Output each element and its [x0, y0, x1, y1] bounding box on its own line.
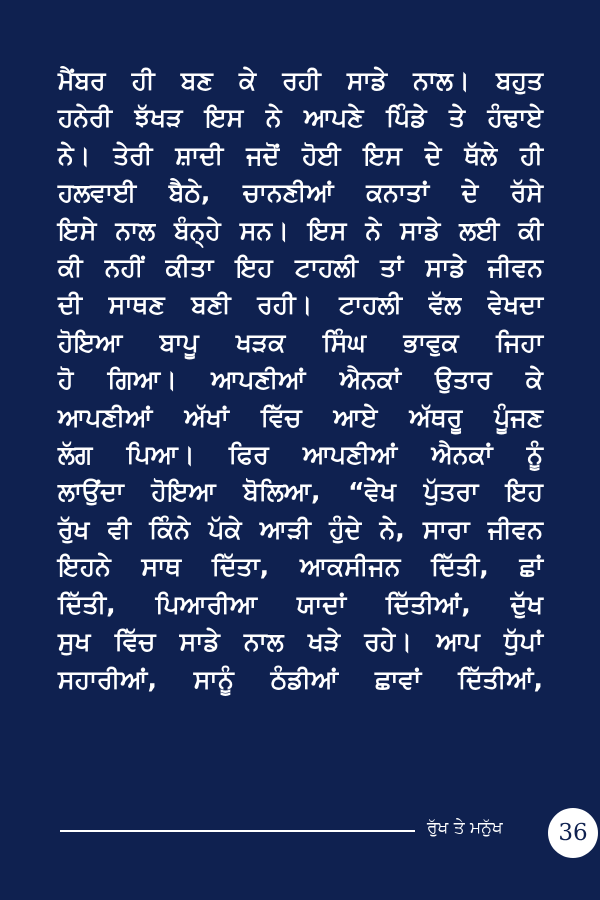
- text-line: ਹਨੇਰੀ ਝੱਖੜ ਇਸ ਨੇ ਆਪਣੇ ਪਿੰਡੇ ਤੇ ਹੰਢਾਏ: [58, 103, 543, 133]
- text-line: ਸੁਖ ਵਿੱਚ ਸਾਡੇ ਨਾਲ ਖੜੇ ਰਹੇ। ਆਪ ਧੁੱਪਾਂ: [58, 627, 543, 657]
- body-text: [58, 62, 543, 698]
- text-line: ਰੁੱਖ ਵੀ ਕਿੰਨੇ ਪੱਕੇ ਆੜੀ ਹੁੰਦੇ ਨੇ, ਸਾਰਾ ਜੀਵਨ: [58, 514, 543, 544]
- footer-book-title: ਰੁੱਖ ਤੇ ਮਨੁੱਖ: [427, 818, 503, 838]
- text-line: ਹੋ ਗਿਆ। ਆਪਣੀਆਂ ਐਨਕਾਂ ਉਤਾਰ ਕੇ: [58, 365, 543, 395]
- text-line: ਕੀ ਨਹੀਂ ਕੀਤਾ ਇਹ ਟਾਹਲੀ ਤਾਂ ਸਾਡੇ ਜੀਵਨ: [58, 253, 543, 283]
- text-line: ਦੀ ਸਾਥਣ ਬਣੀ ਰਹੀ। ਟਾਹਲੀ ਵੱਲ ਵੇਖਦਾ: [58, 290, 543, 320]
- text-line: ਮੈਂਬਰ ਹੀ ਬਣ ਕੇ ਰਹੀ ਸਾਡੇ ਨਾਲ। ਬਹੁਤ: [58, 66, 543, 95]
- text-line: ਲਾਉਂਦਾ ਹੋਇਆ ਬੋਲਿਆ, “ਵੇਖ ਪੁੱਤਰਾ ਇਹ: [58, 477, 543, 507]
- text-line: ਇਹਨੇ ਸਾਥ ਦਿੱਤਾ, ਆਕਸੀਜਨ ਦਿੱਤੀ, ਛਾਂ: [58, 552, 543, 582]
- text-line: ਸਹਾਰੀਆਂ, ਸਾਨੂੰ ਠੰਡੀਆਂ ਛਾਵਾਂ ਦਿੱਤੀਆਂ,: [58, 664, 543, 694]
- text-line: ਹੋਇਆ ਬਾਪੂ ਖੜਕ ਸਿੰਘ ਭਾਵੁਕ ਜਿਹਾ: [58, 327, 543, 357]
- text-line: ਦਿੱਤੀ, ਪਿਆਰੀਆ ਯਾਦਾਂ ਦਿੱਤੀਆਂ, ਦੁੱਖ: [58, 589, 543, 619]
- text-line: ਹਲਵਾਈ ਬੈਠੇ, ਚਾਨਣੀਆਂ ਕਨਾਤਾਂ ਦੇ ਰੱਸੇ: [58, 178, 543, 208]
- text-line: ਲੱਗ ਪਿਆ। ਫਿਰ ਆਪਣੀਆਂ ਐਨਕਾਂ ਨੂੰ: [58, 440, 543, 470]
- footer-rule: [60, 830, 415, 832]
- page-number-badge: [548, 808, 598, 858]
- page-number: 36: [558, 820, 588, 846]
- text-line: ਇਸੇ ਨਾਲ ਬੰਨ੍ਹੇ ਸਨ। ਇਸ ਨੇ ਸਾਡੇ ਲਈ ਕੀ: [58, 215, 543, 245]
- text-line: ਆਪਣੀਆਂ ਅੱਖਾਂ ਵਿੱਚ ਆਏ ਅੱਥਰੂ ਪੂੰਜਣ: [58, 402, 543, 432]
- text-line: ਨੇ। ਤੇਰੀ ਸ਼ਾਦੀ ਜਦੋਂ ਹੋਈ ਇਸ ਦੇ ਥੱਲੇ ਹੀ: [58, 140, 543, 170]
